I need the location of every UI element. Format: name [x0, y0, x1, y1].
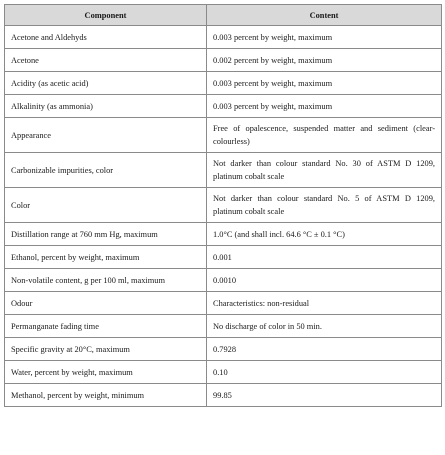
component-cell: Ethanol, percent by weight, maximum [5, 246, 207, 269]
column-header-content: Content [207, 5, 442, 26]
table-row [5, 269, 442, 292]
content-cell: Not darker than colour standard No. 30 of ASTM D 1209, platinum cobalt scale [207, 153, 442, 188]
table-row [5, 49, 442, 72]
content-cell: 0.10 [207, 361, 442, 384]
component-cell: Alkalinity (as ammonia) [5, 95, 207, 118]
table-row [5, 72, 442, 95]
content-cell: 0.003 percent by weight, maximum [207, 72, 442, 95]
content-cell: 0.003 percent by weight, maximum [207, 95, 442, 118]
content-cell: No discharge of color in 50 min. [207, 315, 442, 338]
content-cell: 1.0°C (and shall incl. 64.6 °C ± 0.1 °C) [207, 223, 442, 246]
component-cell: Acidity (as acetic acid) [5, 72, 207, 95]
table-row [5, 361, 442, 384]
component-cell: Permanganate fading time [5, 315, 207, 338]
content-cell: 99.85 [207, 384, 442, 407]
content-cell: 0.001 [207, 246, 442, 269]
table-row [5, 26, 442, 49]
content-cell: Characteristics: non-residual [207, 292, 442, 315]
component-cell: Carbonizable impurities, color [5, 153, 207, 188]
table-row [5, 338, 442, 361]
component-cell: Non-volatile content, g per 100 ml, maximum [5, 269, 207, 292]
component-cell: Distillation range at 760 mm Hg, maximum [5, 223, 207, 246]
component-cell: Methanol, percent by weight, minimum [5, 384, 207, 407]
table-row [5, 246, 442, 269]
component-cell: Acetone [5, 49, 207, 72]
content-cell: 0.0010 [207, 269, 442, 292]
table-row [5, 118, 442, 153]
table-row [5, 153, 442, 188]
content-cell: 0.002 percent by weight, maximum [207, 49, 442, 72]
component-cell: Odour [5, 292, 207, 315]
component-cell: Color [5, 188, 207, 223]
component-cell: Specific gravity at 20°C, maximum [5, 338, 207, 361]
table-row [5, 292, 442, 315]
component-cell: Acetone and Aldehyds [5, 26, 207, 49]
component-cell: Water, percent by weight, maximum [5, 361, 207, 384]
table-row [5, 223, 442, 246]
table-row [5, 315, 442, 338]
content-cell: Not darker than colour standard No. 5 of ASTM D 1209, platinum cobalt scale [207, 188, 442, 223]
content-cell: Free of opalescence, suspended matter and sediment (clear-colourless) [207, 118, 442, 153]
content-cell: 0.003 percent by weight, maximum [207, 26, 442, 49]
table-row [5, 188, 442, 223]
specification-table [4, 4, 442, 407]
component-cell: Appearance [5, 118, 207, 153]
table-row [5, 95, 442, 118]
column-header-component: Component [5, 5, 207, 26]
content-cell: 0.7928 [207, 338, 442, 361]
header-row [5, 5, 442, 26]
table-row [5, 384, 442, 407]
